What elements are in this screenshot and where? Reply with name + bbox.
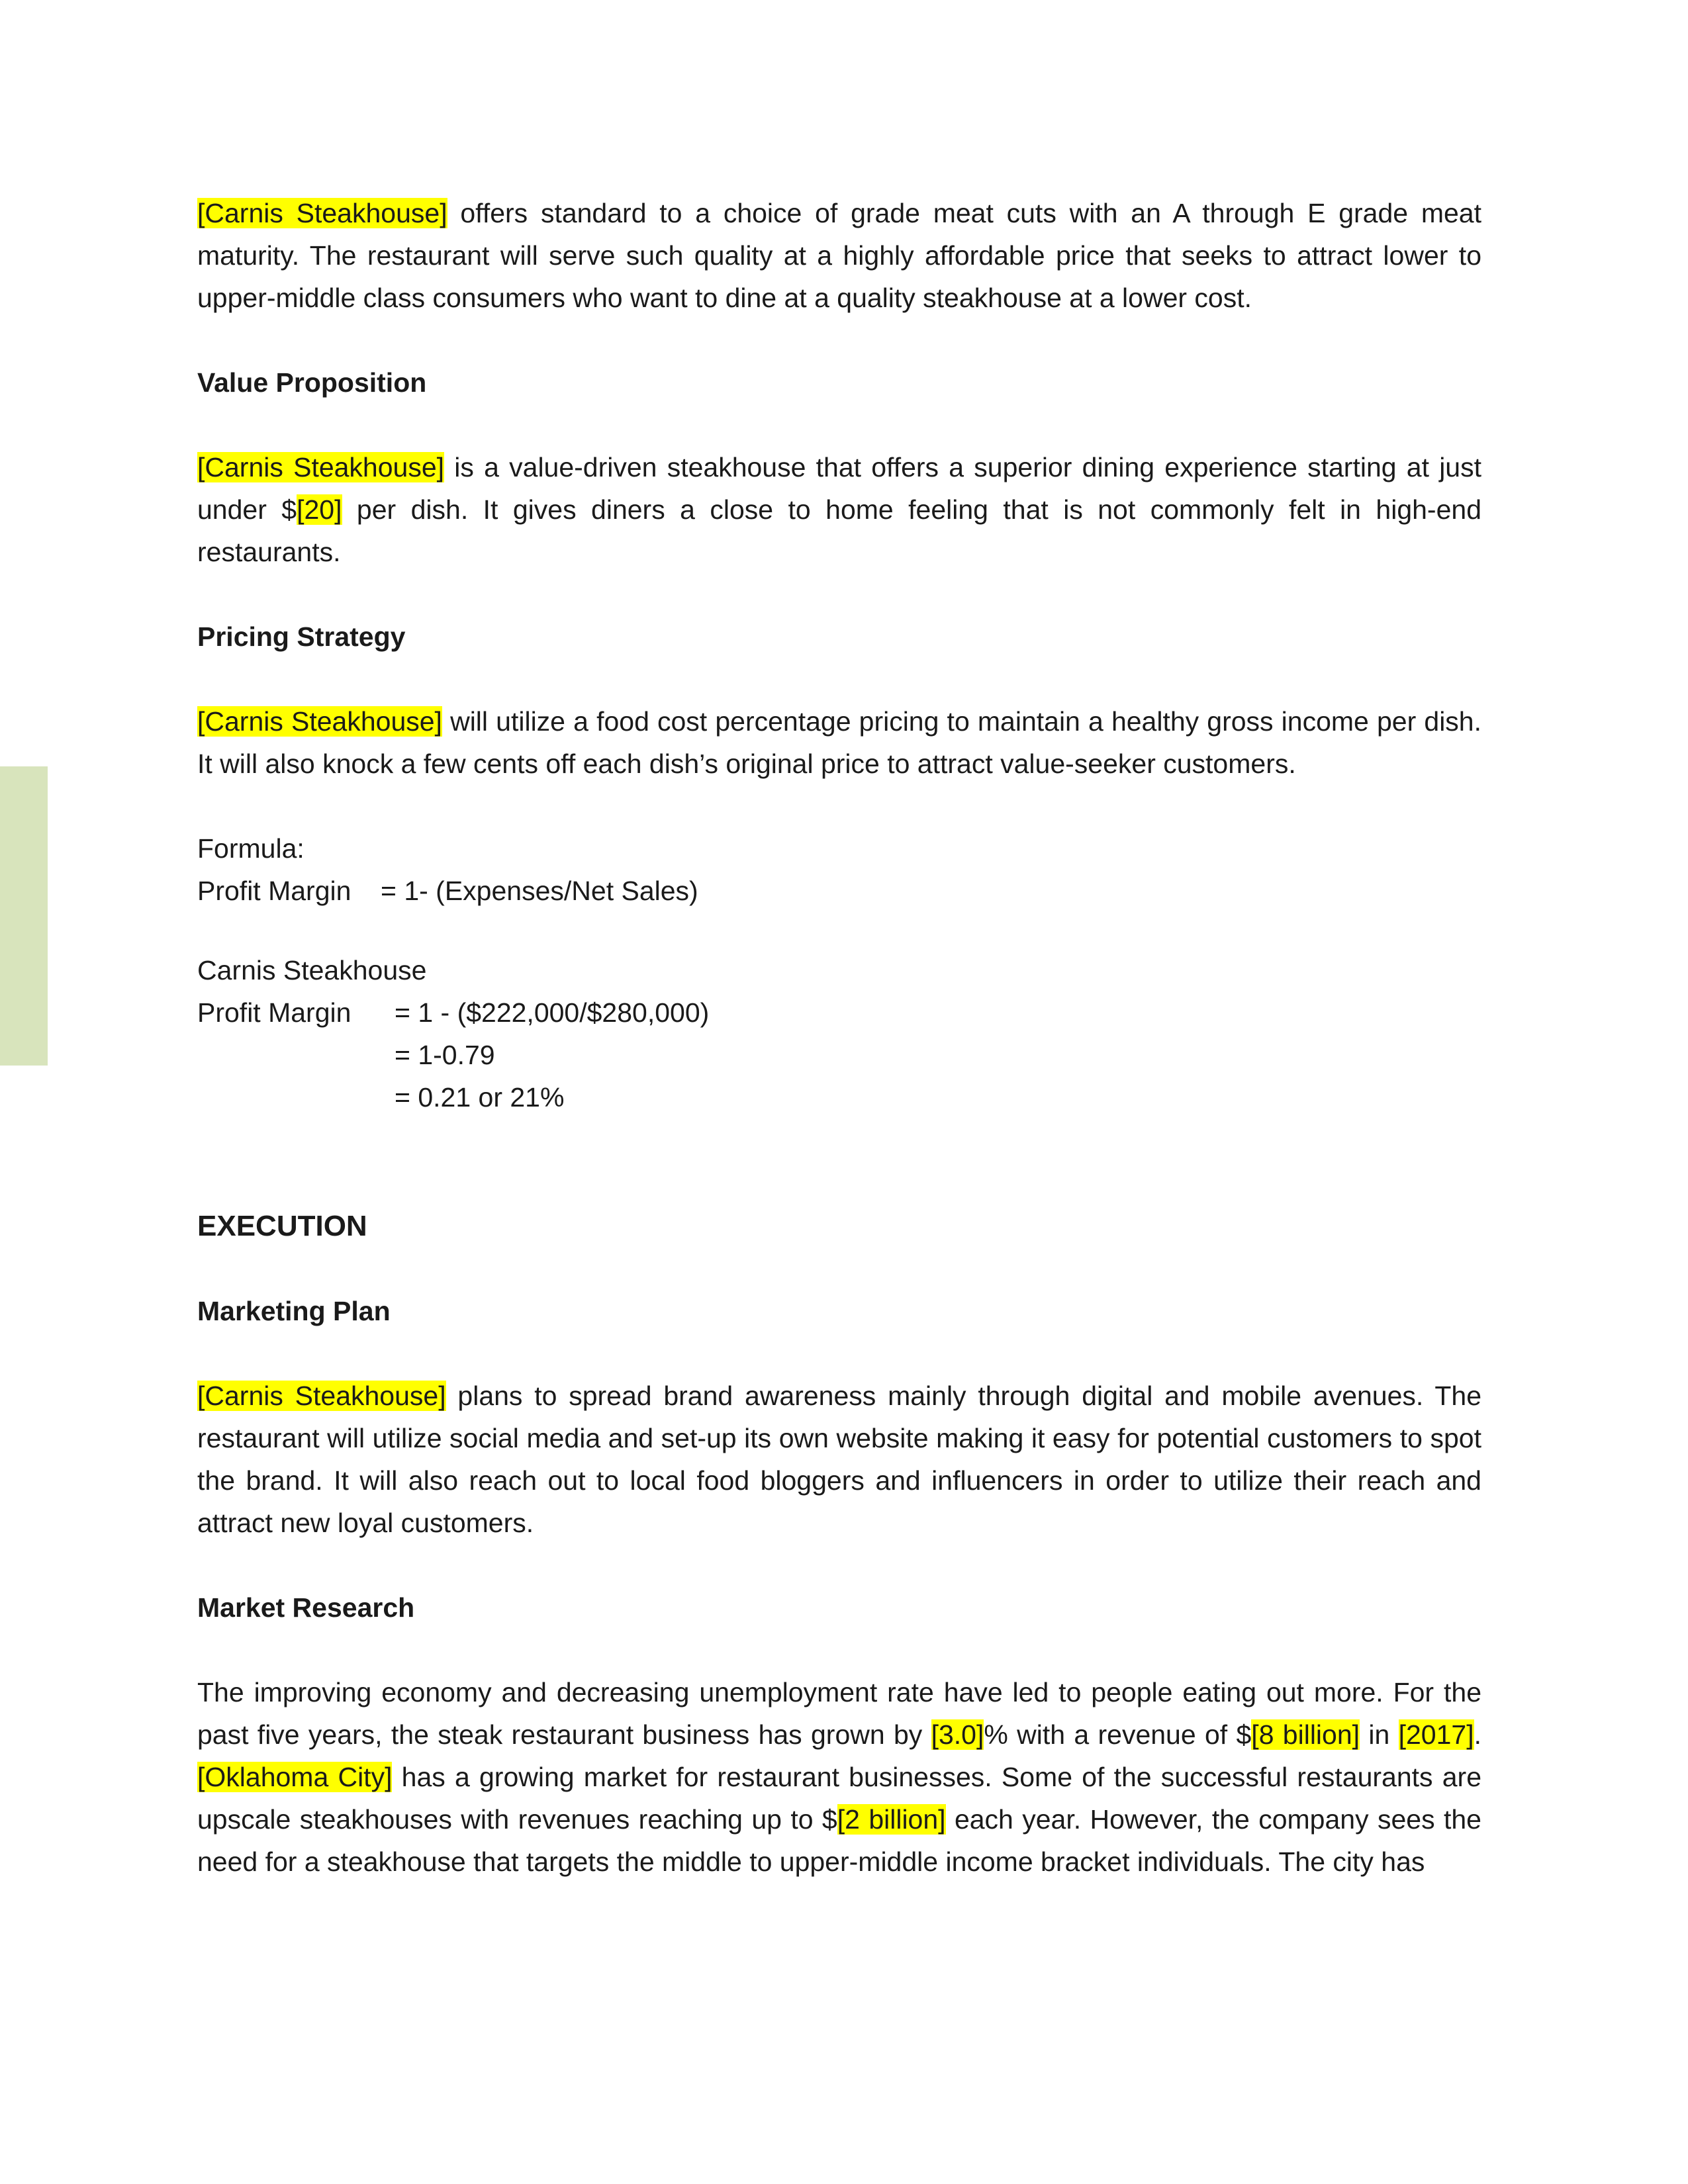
paragraph-text: has a growing market for restaurant businesses. Some of the successful restaurants are upscale steakhouses with revenues reaching up to $ <box>197 1762 1481 1835</box>
market-research-paragraph <box>197 1671 1481 1883</box>
paragraph-text: plans to spread brand awareness mainly through digital and mobile avenues. The restaurant will utilize social media and set-up its own website making it easy for potential customers to spot the brand. It will also reach out to local food bloggers and influencers in order to utilize their reach and attract new loyal customers. <box>197 1381 1481 1538</box>
pricing-strategy-paragraph <box>197 700 1481 785</box>
document-body <box>197 192 1481 1883</box>
calculation-result: = 0.21 or 21% <box>395 1082 565 1113</box>
marketing-plan-paragraph <box>197 1375 1481 1544</box>
highlighted-placeholder: [20] <box>297 494 342 525</box>
paragraph-text: is a value-driven steakhouse that offers a superior dining experience starting at just under $ <box>197 452 1481 525</box>
calculation-step: = 1-0.79 <box>395 1040 495 1070</box>
execution-heading: EXECUTION <box>197 1210 367 1242</box>
paragraph-text: will utilize a food cost percentage pricing to maintain a healthy gross income per dish. It will also knock a few cents off each dish’s original price to attract value-seeker customers. <box>197 706 1481 779</box>
marketing-plan-heading: Marketing Plan <box>197 1296 391 1326</box>
paragraph-text: The improving economy and decreasing unemployment rate have led to people eating out more. For the past five years, the steak restaurant business has grown by <box>197 1677 1481 1750</box>
calculation-step: = 1 - ($222,000/$280,000) <box>395 997 710 1028</box>
highlighted-placeholder: [Carnis Steakhouse] <box>197 706 442 737</box>
highlighted-placeholder: [3.0] <box>931 1719 984 1750</box>
paragraph-text: offers standard to a choice of grade meat cuts with an A through E grade meat maturity. The restaurant will serve such quality at a highly affordable price that seeks to attract lower to upper-middle class consumers who want to dine at a quality steakhouse at a lower cost. <box>197 198 1481 313</box>
calculation-term: Profit Margin <box>197 997 352 1028</box>
highlighted-placeholder: [2017] <box>1398 1719 1474 1750</box>
highlighted-placeholder: [Carnis Steakhouse] <box>197 1381 446 1411</box>
paragraph-text: in <box>1360 1719 1399 1750</box>
market-research-heading: Market Research <box>197 1592 415 1623</box>
formula-term: Profit Margin <box>197 876 352 906</box>
calculation-line <box>197 1034 1481 1076</box>
highlighted-placeholder: [2 billion] <box>837 1804 946 1835</box>
calculation-line <box>197 991 1481 1034</box>
calculation-line <box>197 1076 1481 1118</box>
highlighted-placeholder: [Carnis Steakhouse] <box>197 452 445 482</box>
highlighted-placeholder: [Oklahoma City] <box>197 1762 393 1792</box>
paragraph-text: % with a revenue of $ <box>984 1719 1252 1750</box>
intro-paragraph <box>197 192 1481 319</box>
highlighted-placeholder: [8 billion] <box>1251 1719 1360 1750</box>
side-accent-bar <box>0 766 48 1066</box>
formula-line <box>197 870 1481 912</box>
paragraph-text: per dish. It gives diners a close to home feeling that is not commonly felt in high-end restaurants. <box>197 494 1481 567</box>
value-proposition-paragraph <box>197 446 1481 573</box>
value-proposition-heading: Value Proposition <box>197 367 427 398</box>
company-name: Carnis Steakhouse <box>197 955 427 985</box>
formula-expression: = 1- (Expenses/Net Sales) <box>381 876 698 906</box>
highlighted-placeholder: [Carnis Steakhouse] <box>197 198 447 228</box>
paragraph-text: . <box>1474 1719 1481 1750</box>
paragraph-text: each year. However, the company sees the need for a steakhouse that targets the middle to upper-middle income bracket individuals. The city has <box>197 1804 1481 1877</box>
pricing-strategy-heading: Pricing Strategy <box>197 621 406 652</box>
formula-label: Formula: <box>197 833 305 864</box>
